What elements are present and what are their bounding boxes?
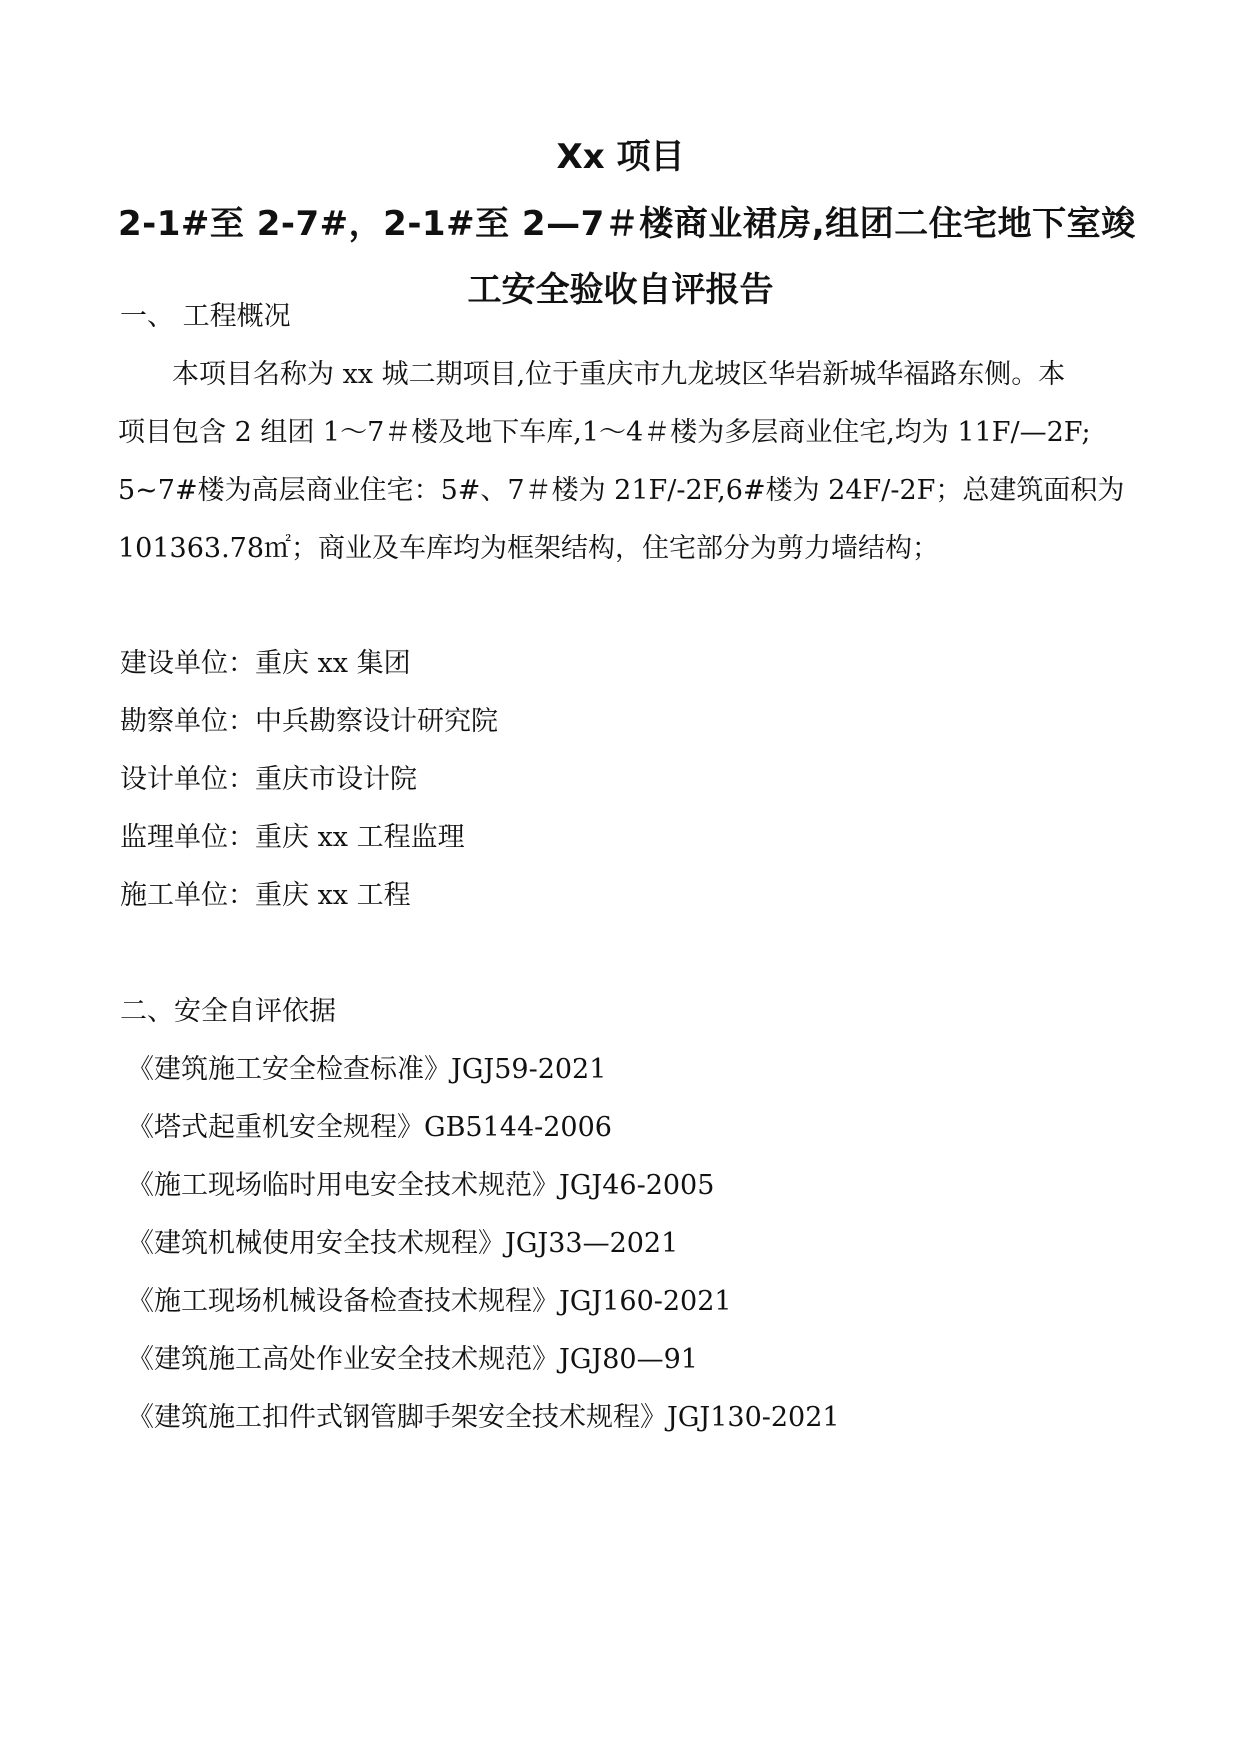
construction-unit-row [120,647,411,681]
standard-item: 《施工现场临时用电安全技术规范》JGJ46-2005 [127,1170,715,1201]
unit-label: 建设单位： [120,648,255,679]
survey-unit-row [120,705,498,739]
overview-paragraph-line: 101363.78㎡；商业及车库均为框架结构，住宅部分为剪力墙结构； [118,533,940,564]
contractor-unit-row [120,879,411,913]
unit-label: 监理单位： [120,822,255,853]
unit-value: 重庆 xx 工程 [255,880,411,911]
overview-paragraph-line: 项目包含 2 组团 1～7＃楼及地下车库,1～4＃楼为多层商业住宅,均为 11F/—2F; [118,417,1091,448]
unit-label: 勘察单位： [120,706,255,737]
document-title-line-3: 工安全验收自评报告 [467,270,774,310]
unit-label: 施工单位： [120,880,255,911]
standard-item: 《建筑施工扣件式钢管脚手架安全技术规程》JGJ130-2021 [127,1402,840,1433]
overview-paragraph-line: 本项目名称为 xx 城二期项目,位于重庆市九龙坡区华岩新城华福路东侧。本 [118,359,1066,390]
standard-item: 《施工现场机械设备检查技术规程》JGJ160-2021 [127,1286,732,1317]
standard-item: 《建筑机械使用安全技术规程》JGJ33—2021 [127,1228,679,1259]
standard-item: 《建筑施工安全检查标准》JGJ59-2021 [127,1054,607,1085]
unit-value: 中兵勘察设计研究院 [255,706,498,737]
section-2-heading: 二、安全自评依据 [120,996,336,1027]
unit-value: 重庆 xx 工程监理 [255,822,465,853]
design-unit-row [120,763,417,797]
document-title-line-2: 2-1#至 2-7#，2-1#至 2—7＃楼商业裙房,组团二住宅地下室竣 [118,204,1136,244]
document-title-line-1: Xx 项目 [556,137,685,177]
overview-paragraph-line: 5~7#楼为高层商业住宅：5#、7＃楼为 21F/-2F,6#楼为 24F/-2F；总建筑面积为 [118,475,1125,506]
unit-value: 重庆 xx 集团 [255,648,411,679]
supervision-unit-row [120,821,465,855]
section-1-heading: 一、 工程概况 [120,301,291,332]
standard-item: 《塔式起重机安全规程》GB5144-2006 [127,1112,612,1143]
unit-value: 重庆市设计院 [255,764,417,795]
unit-label: 设计单位： [120,764,255,795]
standard-item: 《建筑施工高处作业安全技术规范》JGJ80—91 [127,1344,698,1375]
